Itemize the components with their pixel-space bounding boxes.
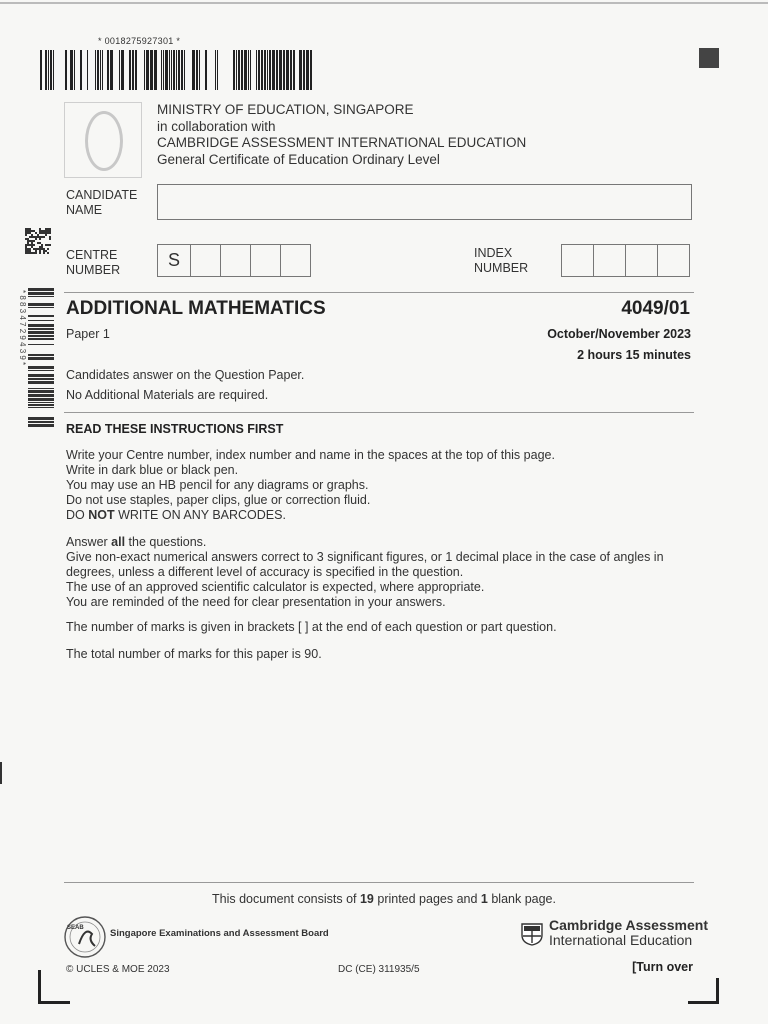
candidate-name-field[interactable] <box>157 184 692 220</box>
barcode-bar <box>250 50 251 90</box>
qr-cell <box>31 246 33 248</box>
qr-cell <box>29 240 31 242</box>
barcode-bar <box>293 50 295 90</box>
index-number-boxes <box>562 244 690 278</box>
barcode-bar <box>236 50 237 90</box>
barcode-bar <box>286 50 289 90</box>
barcode-bar <box>217 50 218 90</box>
barcode-bar <box>28 296 54 297</box>
cambridge-logo-text: Cambridge Assessment International Education <box>549 917 708 948</box>
instruction-line-barcodes: DO NOT WRITE ON ANY BARCODES. <box>66 508 286 522</box>
barcode-bar <box>196 50 198 90</box>
qr-code-icon <box>25 228 51 254</box>
barcode-bar <box>192 50 195 90</box>
qr-cell <box>25 248 27 250</box>
barcode-bar <box>215 50 216 90</box>
barcode-bar <box>276 50 278 90</box>
qr-cell <box>33 240 35 242</box>
exam-header <box>157 102 526 168</box>
qr-cell <box>31 236 33 238</box>
crop-mark-left-bottom <box>38 1001 70 1004</box>
barcode-bar <box>256 50 257 90</box>
qr-cell <box>29 248 31 250</box>
barcode-bar <box>65 50 67 90</box>
qr-cell <box>45 234 47 236</box>
barcode-bar <box>28 357 54 360</box>
qr-cell <box>47 252 49 254</box>
barcode-bar <box>144 50 145 90</box>
paper-number: Paper 1 <box>66 327 110 341</box>
serial-number: * 0018275927301 * <box>98 36 181 46</box>
barcode-bar <box>28 366 54 369</box>
qr-cell <box>35 236 37 238</box>
qr-cell <box>39 230 41 232</box>
qr-cell <box>35 250 37 252</box>
qr-cell <box>49 232 51 234</box>
barcode-bar <box>28 292 54 295</box>
qr-cell <box>35 238 37 240</box>
barcode-bar <box>205 50 207 90</box>
barcode-bar <box>238 50 240 90</box>
index-digit-box[interactable] <box>625 244 658 277</box>
divider-footer <box>64 882 694 883</box>
barcode-bar <box>28 324 54 327</box>
qr-cell <box>35 252 37 254</box>
qr-cell <box>39 248 41 250</box>
qr-cell <box>27 244 29 246</box>
qr-cell <box>33 230 35 232</box>
barcode-bar <box>28 328 54 330</box>
qr-cell <box>33 244 35 246</box>
materials-note: No Additional Materials are required. <box>66 388 269 402</box>
qr-cell <box>45 232 47 234</box>
qr-cell <box>29 230 31 232</box>
instruction-line: Give non-exact numerical answers correct to 3 significant figures, or 1 decimal place in the case of angles in <box>66 550 664 564</box>
barcode-bar <box>178 50 180 90</box>
barcode-bar <box>165 50 168 90</box>
qr-cell <box>25 244 27 246</box>
barcode-bar <box>269 50 271 90</box>
barcode-bar <box>129 50 131 90</box>
barcode-bar <box>28 320 54 321</box>
seab-logo-text: SEAB <box>67 925 84 931</box>
qr-cell <box>43 230 45 232</box>
qr-cell <box>25 250 27 252</box>
instructions-heading: READ THESE INSTRUCTIONS FIRST <box>66 422 284 436</box>
crop-mark-left <box>38 970 41 1004</box>
barcode-bar <box>135 50 137 90</box>
barcode-bar <box>258 50 260 90</box>
barcode-bar <box>28 344 54 345</box>
barcode-bar <box>176 50 177 90</box>
barcode-bar <box>233 50 235 90</box>
barcode-bar <box>267 50 268 90</box>
qr-cell <box>27 232 29 234</box>
qr-cell <box>45 244 47 246</box>
barcode-bar <box>290 50 292 90</box>
qr-cell <box>33 252 35 254</box>
copyright: © UCLES & MOE 2023 <box>66 964 170 975</box>
barcode-bar <box>48 50 49 90</box>
side-barcode-digits: * 8 8 3 4 7 2 9 4 3 9 * <box>18 290 27 366</box>
qr-cell <box>45 250 47 252</box>
qr-cell <box>37 234 39 236</box>
instructions-block-1 <box>66 448 696 523</box>
barcode-bar <box>28 338 54 340</box>
qr-cell <box>39 242 41 244</box>
barcode-bar <box>28 315 54 317</box>
barcode-bar <box>70 50 73 90</box>
o-level-logo-icon <box>85 111 123 171</box>
seab-logo-icon <box>62 914 108 960</box>
barcode-bar <box>146 50 149 90</box>
barcode-bar <box>28 331 54 334</box>
qr-cell <box>41 246 43 248</box>
session-date: October/November 2023 <box>547 327 691 341</box>
barcode-bar <box>28 288 54 291</box>
barcode-bar <box>28 390 54 393</box>
barcode-bar <box>110 50 113 90</box>
qr-cell <box>49 236 51 238</box>
barcode-bar <box>53 50 54 90</box>
qr-cell <box>27 228 29 230</box>
left-scan-mark <box>0 762 2 784</box>
barcode-bar <box>199 50 200 90</box>
barcode-bar <box>119 50 120 90</box>
index-digit-box[interactable] <box>657 244 690 277</box>
qr-cell <box>31 244 33 246</box>
qr-cell <box>31 242 33 244</box>
marks-note: The number of marks is given in brackets [ ] at the end of each question or part question. <box>66 620 557 634</box>
qr-cell <box>43 232 45 234</box>
qr-cell <box>25 246 27 248</box>
qr-cell <box>49 228 51 230</box>
qr-cell <box>29 232 31 234</box>
qr-cell <box>33 236 35 238</box>
qr-cell <box>41 232 43 234</box>
qr-cell <box>39 246 41 248</box>
qr-cell <box>43 236 45 238</box>
seab-name: Singapore Examinations and Assessment Board <box>110 928 329 939</box>
qr-cell <box>41 230 43 232</box>
qr-cell <box>49 244 51 246</box>
barcode-bar <box>28 394 54 397</box>
centre-digit-box[interactable] <box>220 244 251 277</box>
exam-session <box>480 324 691 366</box>
barcode-bar <box>28 421 54 423</box>
barcode-bar <box>97 50 99 90</box>
qr-cell <box>45 230 47 232</box>
side-barcode <box>14 288 54 428</box>
qr-cell <box>49 230 51 232</box>
qr-cell <box>39 250 41 252</box>
barcode-bar <box>306 50 309 90</box>
barcode-bar <box>173 50 175 90</box>
barcode-bar <box>28 404 54 406</box>
barcode-bar <box>261 50 263 90</box>
qr-cell <box>43 248 45 250</box>
qr-cell <box>29 244 31 246</box>
qr-cell <box>29 252 31 254</box>
qr-cell <box>31 234 33 236</box>
barcode-bar <box>28 424 54 427</box>
instruction-line: Write in dark blue or black pen. <box>66 463 239 477</box>
qr-cell <box>47 244 49 246</box>
centre-number-boxes <box>157 244 311 278</box>
divider-instructions <box>64 412 694 413</box>
instruction-line: Write your Centre number, index number and name in the spaces at the top of this page. <box>66 448 555 462</box>
qr-cell <box>41 244 43 246</box>
qr-cell <box>29 228 31 230</box>
centre-prefix-box: S <box>157 244 191 277</box>
centre-digit-box[interactable] <box>280 244 311 277</box>
top-edge-line <box>0 2 768 4</box>
instruction-line-answer-all: Answer all the questions. <box>66 535 207 549</box>
qr-cell <box>27 242 29 244</box>
qr-cell <box>49 238 51 240</box>
barcode-bar <box>132 50 134 90</box>
barcode-bar <box>28 398 54 401</box>
qr-cell <box>43 252 45 254</box>
qr-cell <box>35 232 37 234</box>
qr-cell <box>45 228 47 230</box>
qr-cell <box>27 250 29 252</box>
barcode-bar <box>283 50 285 90</box>
barcode-bar <box>107 50 109 90</box>
candidate-name-label: CANDIDATE NAME <box>66 188 138 217</box>
qr-cell <box>25 232 27 234</box>
exam-logo <box>64 102 142 178</box>
barcode-bar <box>279 50 282 90</box>
barcode-bar <box>28 335 54 337</box>
barcode-bar <box>244 50 247 90</box>
barcode-bar <box>303 50 305 90</box>
qr-cell <box>35 248 37 250</box>
exam-title: ADDITIONAL MATHEMATICS <box>66 298 326 319</box>
barcode-bar <box>95 50 96 90</box>
qr-cell <box>47 232 49 234</box>
qr-cell <box>31 230 33 232</box>
corner-registration-mark <box>699 48 719 68</box>
barcode-bar <box>50 50 52 90</box>
qr-cell <box>39 232 41 234</box>
qr-cell <box>27 248 29 250</box>
qr-cell <box>31 240 33 242</box>
barcode-bar <box>171 50 172 90</box>
barcode-bar <box>100 50 101 90</box>
qr-cell <box>29 250 31 252</box>
ministry-line: MINISTRY OF EDUCATION, SINGAPORE <box>157 102 414 117</box>
barcode-bar <box>310 50 312 90</box>
instruction-line: Do not use staples, paper clips, glue or correction fluid. <box>66 493 371 507</box>
barcode-bar <box>264 50 266 90</box>
qr-cell <box>25 228 27 230</box>
barcode-bar <box>241 50 243 90</box>
qr-cell <box>41 248 43 250</box>
qr-cell <box>47 228 49 230</box>
index-digit-box[interactable] <box>561 244 594 277</box>
qr-cell <box>27 238 29 240</box>
barcode-bar <box>102 50 103 90</box>
qr-cell <box>39 238 41 240</box>
barcode-bar <box>248 50 249 90</box>
instruction-line: You may use an HB pencil for any diagrams or graphs. <box>66 478 369 492</box>
barcode-bar <box>74 50 75 90</box>
syllabus-code: 4049/01 <box>621 298 690 319</box>
barcode-bar <box>272 50 275 90</box>
barcode-bar <box>28 407 54 408</box>
instruction-line: The use of an approved scientific calculator is expected, where appropriate. <box>66 580 485 594</box>
barcode-bar <box>161 50 162 90</box>
centre-digit-box[interactable] <box>250 244 281 277</box>
barcode-bar <box>28 381 54 384</box>
qr-cell <box>25 238 27 240</box>
barcode-bar <box>154 50 157 90</box>
barcode-bar <box>150 50 153 90</box>
index-number-label: INDEX NUMBER <box>474 246 529 275</box>
turn-over-label: [Turn over <box>632 960 693 974</box>
barcode-bar <box>40 50 42 90</box>
barcode-bar <box>28 388 54 389</box>
qr-cell <box>47 230 49 232</box>
qr-cell <box>37 248 39 250</box>
barcode-bar <box>28 354 54 356</box>
barcode-bar <box>80 50 82 90</box>
barcode-bar <box>28 378 54 380</box>
qr-cell <box>31 252 33 254</box>
barcode-bar <box>28 417 54 420</box>
document-code: DC (CE) 311935/5 <box>338 964 420 975</box>
qr-cell <box>37 242 39 244</box>
barcode-bar <box>45 50 47 90</box>
instruction-line: degrees, unless a different level of accuracy is specified in the question. <box>66 565 464 579</box>
index-digit-box[interactable] <box>593 244 626 277</box>
qr-cell <box>33 248 35 250</box>
barcode-bar <box>28 307 54 308</box>
answer-note: Candidates answer on the Question Paper. <box>66 368 305 382</box>
barcode-bar <box>87 50 88 90</box>
barcode-bar <box>169 50 170 90</box>
qr-cell <box>39 236 41 238</box>
qr-cell <box>25 252 27 254</box>
instructions-block-2 <box>66 535 696 610</box>
collaboration-line: in collaboration with <box>157 118 276 134</box>
barcode-bar <box>28 402 54 403</box>
barcode-bar <box>163 50 164 90</box>
instruction-line: You are reminded of the need for clear presentation in your answers. <box>66 595 446 609</box>
qr-cell <box>27 230 29 232</box>
qr-cell <box>27 252 29 254</box>
qr-cell <box>41 236 43 238</box>
qr-cell <box>27 240 29 242</box>
qr-cell <box>25 230 27 232</box>
barcode-bar <box>28 370 54 371</box>
divider-top <box>64 292 694 293</box>
barcode-bar <box>28 374 54 377</box>
qr-cell <box>37 236 39 238</box>
barcode-bar <box>121 50 124 90</box>
certificate-line: General Certificate of Education Ordinary Level <box>157 151 440 167</box>
centre-number-label: CENTRE NUMBER <box>66 248 121 277</box>
exam-duration: 2 hours 15 minutes <box>577 348 691 362</box>
qr-cell <box>39 228 41 230</box>
top-barcode <box>40 50 312 90</box>
barcode-bar <box>184 50 185 90</box>
centre-digit-box[interactable] <box>190 244 221 277</box>
qr-cell <box>25 234 27 236</box>
total-marks-note: The total number of marks for this paper is 90. <box>66 647 322 661</box>
barcode-bar <box>28 303 54 306</box>
page-count-note: This document consists of 19 printed pages and 1 blank page. <box>212 892 556 906</box>
cambridge-line: CAMBRIDGE ASSESSMENT INTERNATIONAL EDUCATION <box>157 135 527 150</box>
barcode-bar <box>299 50 302 90</box>
cambridge-shield-icon <box>520 922 544 946</box>
qr-cell <box>39 252 41 254</box>
qr-cell <box>47 248 49 250</box>
barcode-bar <box>181 50 183 90</box>
qr-cell <box>29 236 31 238</box>
crop-mark-right-bottom <box>688 1001 719 1004</box>
qr-cell <box>43 250 45 252</box>
